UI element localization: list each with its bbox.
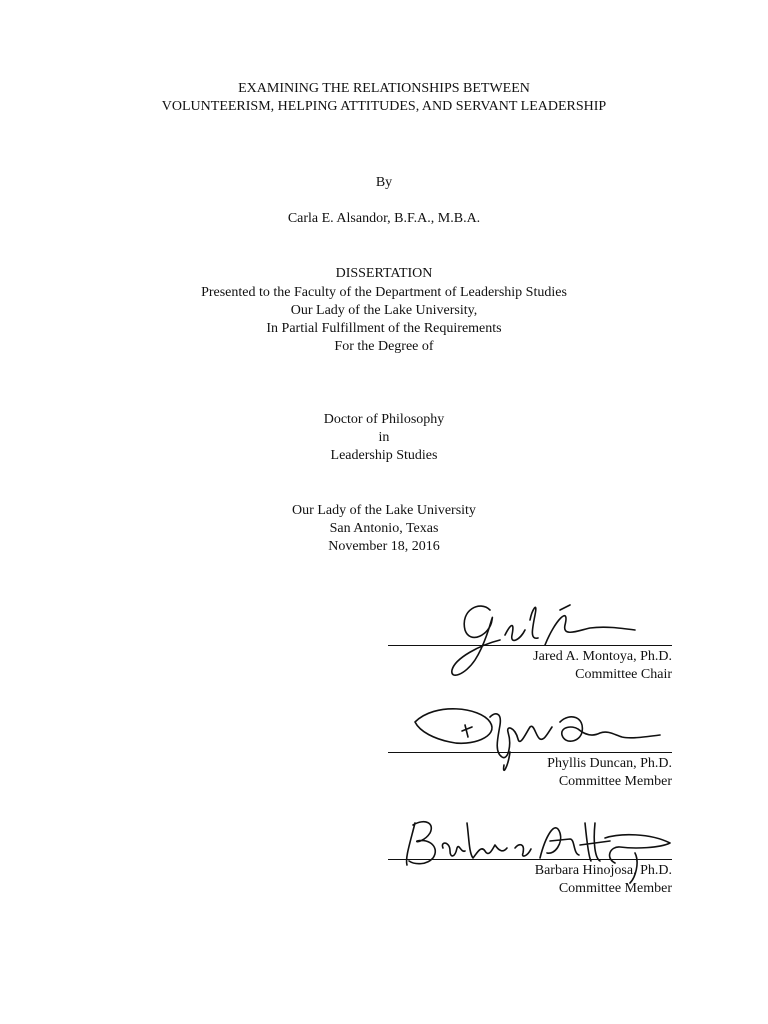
member-1-name: Phyllis Duncan, Ph.D. xyxy=(547,756,672,771)
signature-line-member-1 xyxy=(388,752,672,753)
author-name: Carla E. Alsandor, B.F.A., M.B.A. xyxy=(287,211,481,226)
degree-name: Doctor of Philosophy xyxy=(323,412,445,427)
signature-line-member-2 xyxy=(388,859,672,860)
university-line: Our Lady of the Lake University, xyxy=(290,303,478,318)
title-line-1: EXAMINING THE RELATIONSHIPS BETWEEN xyxy=(238,81,530,96)
place-university: Our Lady of the Lake University xyxy=(292,503,476,518)
signature-line-chair xyxy=(388,645,672,646)
signature-block-member-1 xyxy=(380,697,680,787)
degree-field: Leadership Studies xyxy=(330,448,438,463)
presented-to-line: Presented to the Faculty of the Department of Leadership Studies xyxy=(201,285,567,300)
signature-block-member-2 xyxy=(380,803,680,896)
member-2-name: Barbara Hinojosa, Ph.D. xyxy=(534,863,672,878)
document-type: DISSERTATION xyxy=(335,266,433,281)
chair-role: Committee Chair xyxy=(575,667,672,682)
degree-in: in xyxy=(378,430,390,445)
member-1-role: Committee Member xyxy=(558,774,672,789)
signature-block-chair xyxy=(380,590,680,680)
defense-date: November 18, 2016 xyxy=(328,539,440,554)
place-city: San Antonio, Texas xyxy=(329,521,439,536)
chair-name: Jared A. Montoya, Ph.D. xyxy=(533,649,672,664)
by-label: By xyxy=(375,175,393,190)
title-line-2: VOLUNTEERISM, HELPING ATTITUDES, AND SERVANT LEADERSHIP xyxy=(161,99,607,114)
degree-of-line: For the Degree of xyxy=(334,339,434,354)
member-2-role: Committee Member xyxy=(558,881,672,896)
fulfillment-line: In Partial Fulfillment of the Requirements xyxy=(266,321,502,336)
